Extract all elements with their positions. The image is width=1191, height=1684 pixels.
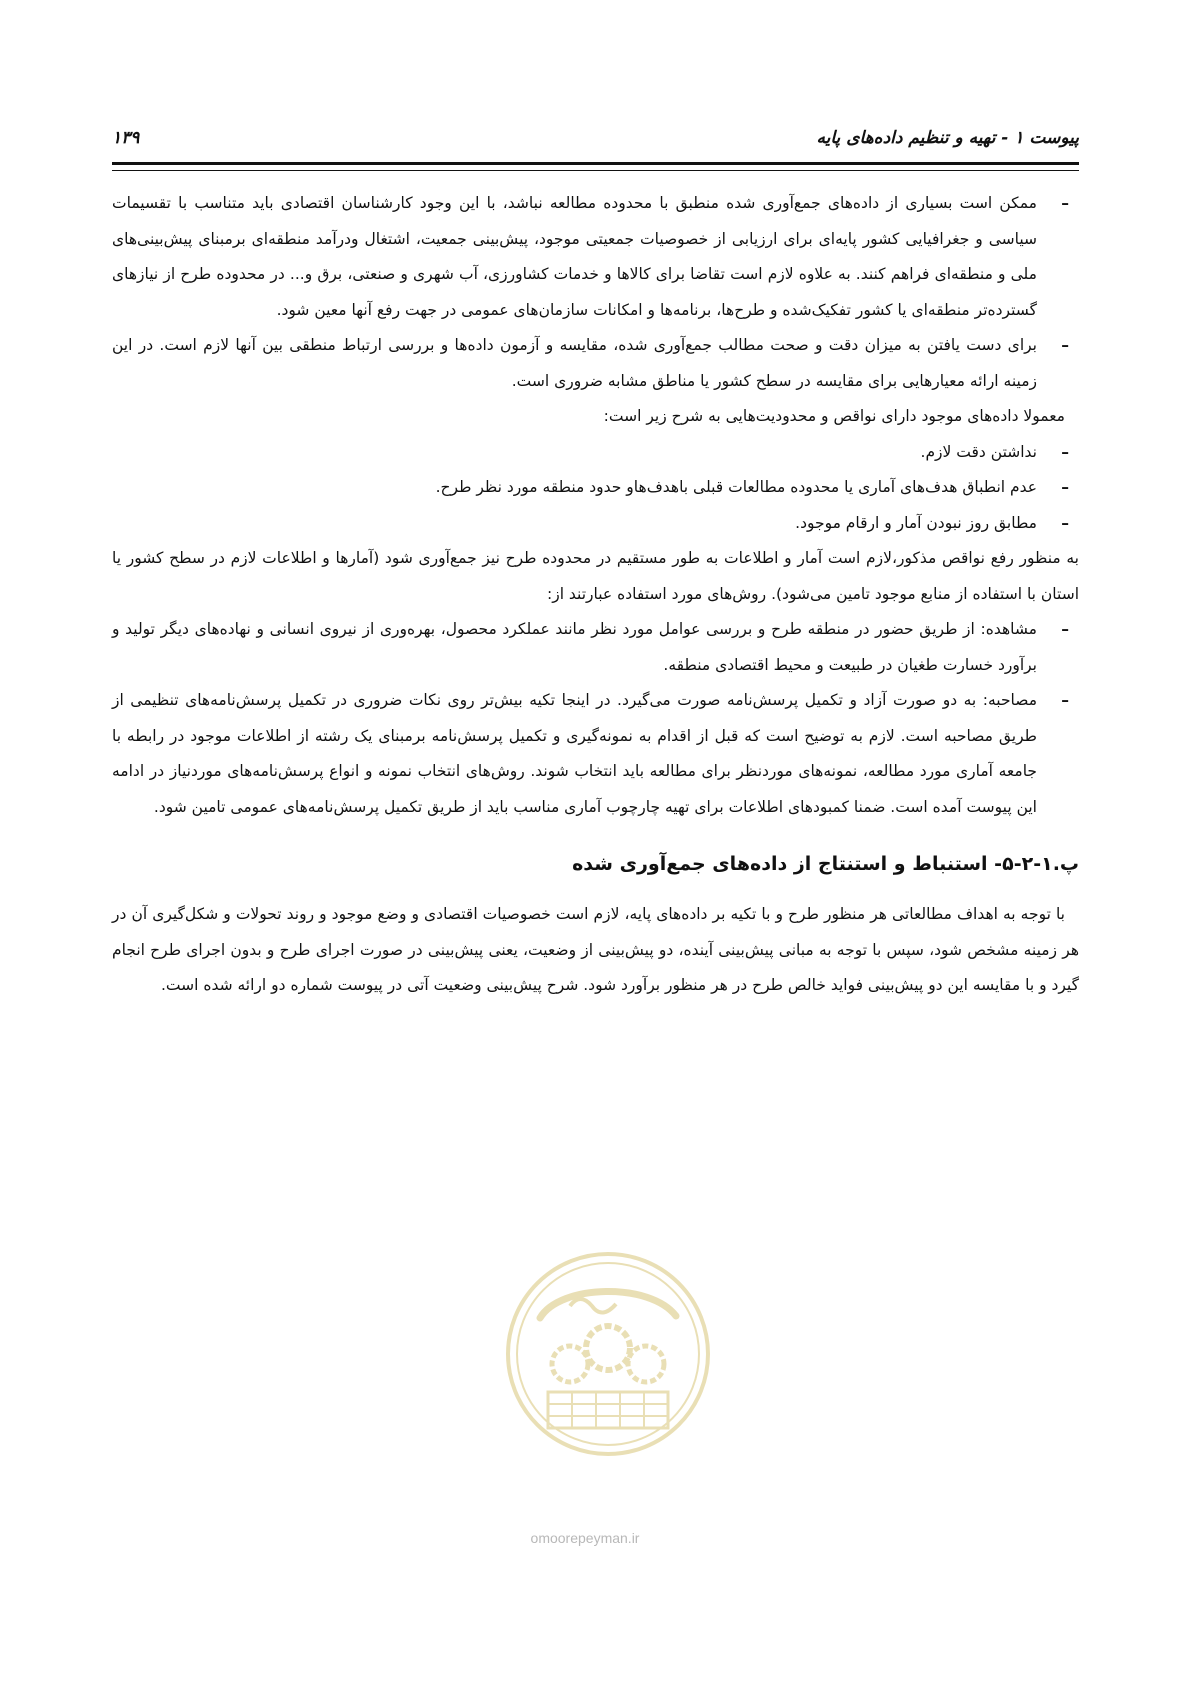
paragraph: به منظور رفع نواقص مذکور،لازم است آمار و اطلاعات به طور مستقیم در محدوده طرح نیز جمع‌آوری شود (آمارها و اطلاعات لازم در سطح کشور یا استان با استفاده از منابع موجود تامین می‌شود). روش‌های مورد استفاده عبارتند از: xyxy=(112,549,1079,603)
page-header xyxy=(112,128,1079,156)
bullet-item xyxy=(112,186,1079,328)
body-content xyxy=(112,186,1079,1004)
watermark-stamp-logo xyxy=(500,1246,716,1462)
bullet-text: مصاحبه: به دو صورت آزاد و تکمیل پرسش‌نامه صورت می‌گیرد. در اینجا تکیه بیش‌تر روی نکات ضروری در تکمیل پرسش‌نامه‌های تنظیمی از طریق مصاحبه است. لازم به توضیح است که قبل از اقدام به نمونه‌گیری و تکمیل پرسش‌نامه برمبنای یک رشته از اطلاعات موجود در رابطه با جامعه آماری مورد مطالعه، نمونه‌های موردنظر برای مطالعه باید انتخاب شوند. روش‌های انتخاب نمونه و انواع پرسش‌نامه‌های موردنیاز در ادامه این پیوست آمده است. ضمنا کمبودهای اطلاعات برای تهیه چارچوب آماری مناسب باید از طریق تکمیل پرسش‌نامه‌های عمومی تامین شود. xyxy=(112,691,1037,816)
paragraph: با توجه به اهداف مطالعاتی هر منظور طرح و با تکیه بر داده‌های پایه، لازم است خصوصیات اقتصادی و وضع موجود و روند تحولات و شکل‌گیری آن در هر زمینه مشخص شود، سپس با توجه به مبانی پیش‌بینی آینده، دو پیش‌بینی از وضعیت، یعنی پیش‌بینی در صورت اجرای طرح و بدون اجرای طرح انجام گیرد و با مقایسه این دو پیش‌بینی فواید خالص طرح در هر منظور برآورد شود. شرح پیش‌بینی وضعیت آتی در پیوست شماره دو ارائه شده است. xyxy=(112,905,1079,994)
bullet-dash: – xyxy=(1061,336,1069,354)
bullet-dash: – xyxy=(1061,691,1069,709)
bullet-text: ممکن است بسیاری از داده‌های جمع‌آوری شده منطبق با محدوده مطالعه نباشد، با این وجود کارشناسان اقتصادی باید متناسب با تقسیمات سیاسی و جغرافیایی کشور پایه‌ای برای ارزیابی از خصوصیات جمعیتی موجود، پیش‌بینی جمعیت، اشتغال ودرآمد منطقه‌ای برمبنای پیش‌بینی‌های ملی و منطقه‌ای فراهم کنند. به علاوه لازم است تقاضا برای کالاها و خدمات کشاورزی، آب شهری و صنعتی، برق و... در محدوده طرح از نیازهای گسترده‌تر منطقه‌ای یا کشور تفکیک‌شده و طرح‌ها، برنامه‌ها و امکانات سازمان‌های عمومی در جهت رفع آنها معین شود. xyxy=(112,194,1037,319)
bullet-text: برای دست یافتن به میزان دقت و صحت مطالب جمع‌آوری شده، مقایسه و آزمون داده‌ها و بررسی ارتباط منطقی بین آنها لازم است. در این زمینه ارائه معیارهایی برای مقایسه در سطح کشور یا مناطق مشابه ضروری است. xyxy=(112,336,1037,390)
bullet-item xyxy=(112,470,1079,506)
bullet-text: نداشتن دقت لازم. xyxy=(920,442,1037,461)
bullet-item xyxy=(112,683,1079,825)
bullet-item xyxy=(112,612,1079,683)
bullet-dash: – xyxy=(1061,442,1069,461)
header-title: پیوست ۱ - تهیه و تنظیم داده‌های پایه xyxy=(816,128,1079,148)
bullet-text: مشاهده: از طریق حضور در منطقه طرح و بررسی عوامل مورد نظر مانند عملکرد محصول، بهره‌وری از نیروی انسانی و نهاده‌های دیگر تولید و برآورد خسارت طغیان در طبیعت و محیط اقتصادی منطقه. xyxy=(112,620,1037,674)
bullet-dash: – xyxy=(1061,513,1069,532)
page-number: ۱۳۹ xyxy=(112,128,140,148)
bullet-item xyxy=(112,506,1079,542)
bullet-item xyxy=(112,328,1079,399)
paragraph: معمولا داده‌های موجود دارای نواقص و محدودیت‌هایی به شرح زیر است: xyxy=(603,407,1065,425)
bullet-text: عدم انطباق هدف‌های آماری یا محدوده مطالعات قبلی باهدف‌هاو حدود منطقه مورد نظر طرح. xyxy=(435,478,1037,496)
bullet-item xyxy=(112,435,1079,471)
section-heading: پ.۱-۲-۵- استنباط و استنتاج از داده‌های جمع‌آوری شده xyxy=(572,853,1079,875)
bullet-dash: – xyxy=(1061,478,1069,496)
bullet-text: مطابق روز نبودن آمار و ارقام موجود. xyxy=(795,513,1037,532)
bullet-dash: – xyxy=(1061,620,1069,638)
watermark-website: omoorepeyman.ir xyxy=(530,1530,640,1546)
header-rule xyxy=(112,162,1079,171)
bullet-dash: – xyxy=(1061,194,1069,212)
